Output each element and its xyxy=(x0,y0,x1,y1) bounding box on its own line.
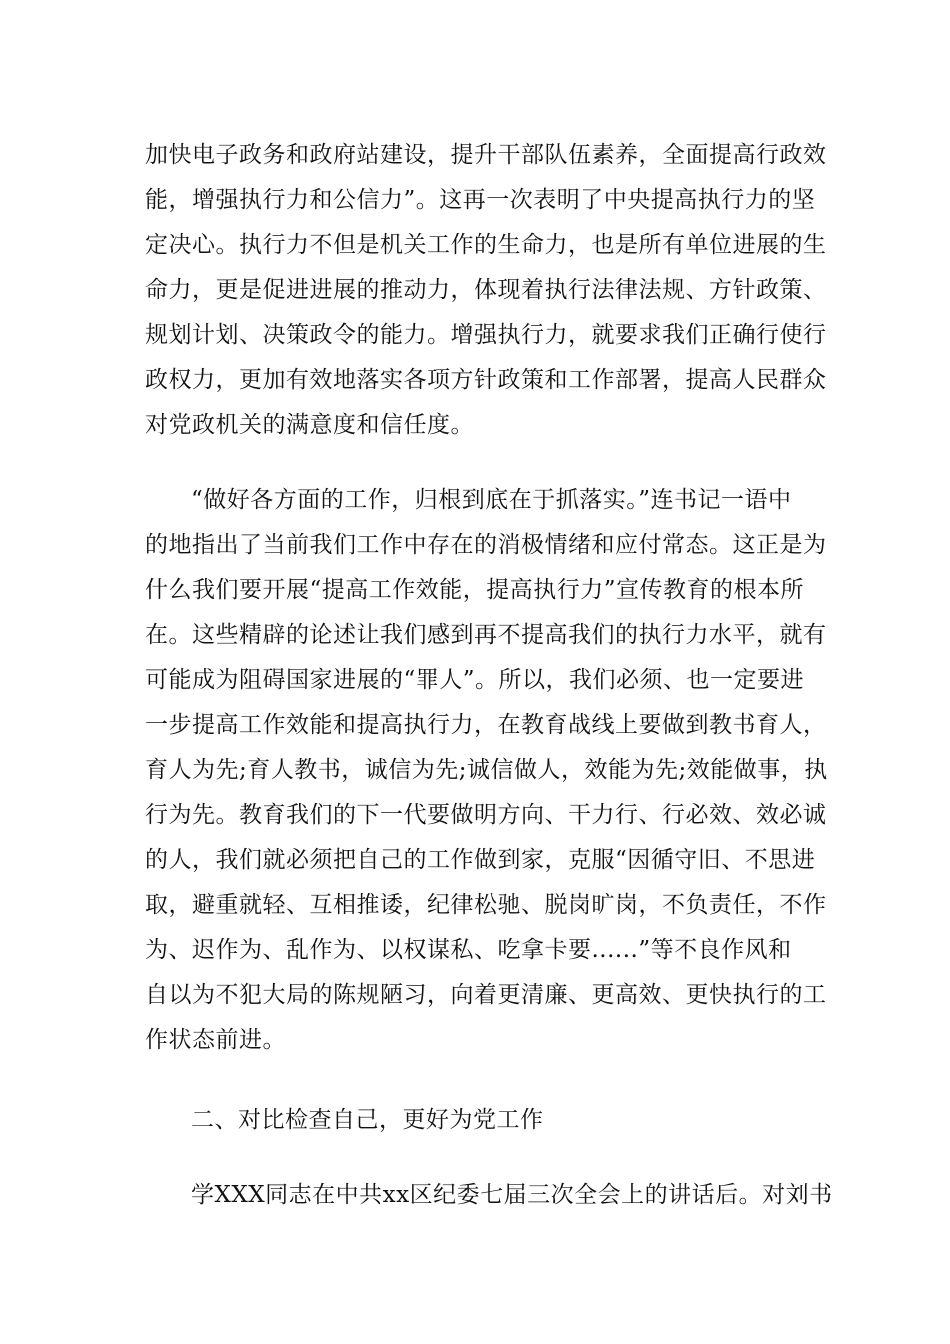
section-heading-2: 二、对比检查自己，更好为党工作 xyxy=(191,1107,544,1133)
paragraph-2-line-13: 作状态前进。 xyxy=(145,1027,286,1053)
paragraph-1-line-7: 对党政机关的满意度和信任度。 xyxy=(145,412,474,438)
paragraph-1-line-6: 政权力，更加有效地落实各项方针政策和工作部署，提高人民群众 xyxy=(145,367,827,393)
paragraph-2-line-4: 在。这些精辟的论述让我们感到再不提高我们的执行力水平，就有 xyxy=(145,622,827,648)
paragraph-2-line-5: 可能成为阻碍国家进展的“罪人”。所以，我们必须、也一定要进 xyxy=(145,667,805,693)
paragraph-2-line-8: 行为先。教育我们的下一代要做明方向、干力行、行必效、效必诚 xyxy=(145,802,827,828)
paragraph-1-line-1: 加快电子政务和政府站建设，提升干部队伍素养，全面提高行政效 xyxy=(145,142,827,168)
paragraph-2-line-1: “做好各方面的工作，归根到底在于抓落实。”连书记一语中 xyxy=(191,487,792,513)
paragraph-1-line-2: 能，增强执行力和公信力”。这再一次表明了中央提高执行力的坚 xyxy=(145,187,816,213)
paragraph-1-line-3: 定决心。执行力不但是机关工作的生命力，也是所有单位进展的生 xyxy=(145,232,827,258)
paragraph-3-line-1: 学XXX同志在中共xx区纪委七届三次全会上的讲话后。对刘书 xyxy=(191,1182,833,1208)
paragraph-2-line-7: 育人为先;育人教书，诚信为先;诚信做人，效能为先;效能做事，执 xyxy=(145,757,828,783)
paragraph-2-line-10: 取，避重就轻、互相推诿，纪律松驰、脱岗旷岗，不负责任，不作 xyxy=(145,892,827,918)
paragraph-2-line-9: 的人，我们就必须把自己的工作做到家，克服“因循守旧、不思进 xyxy=(145,847,816,873)
paragraph-2-line-6: 一步提高工作效能和提高执行力，在教育战线上要做到教书育人， xyxy=(145,712,827,738)
paragraph-2-line-12: 自以为不犯大局的陈规陋习，向着更清廉、更高效、更快执行的工 xyxy=(145,982,827,1008)
paragraph-2-line-11: 为、迟作为、乱作为、以权谋私、吃拿卡要......”等不良作风和 xyxy=(145,937,792,963)
paragraph-2-line-3: 什么我们要开展“提高工作效能，提高执行力”宣传教育的根本所 xyxy=(145,577,805,603)
paragraph-1-line-5: 规划计划、决策政令的能力。增强执行力，就要求我们正确行使行 xyxy=(145,322,827,348)
paragraph-2-line-2: 的地指出了当前我们工作中存在的消极情绪和应付常态。这正是为 xyxy=(145,532,827,558)
paragraph-1-line-4: 命力，更是促进进展的推动力，体现着执行法律法规、方针政策、 xyxy=(145,277,827,303)
